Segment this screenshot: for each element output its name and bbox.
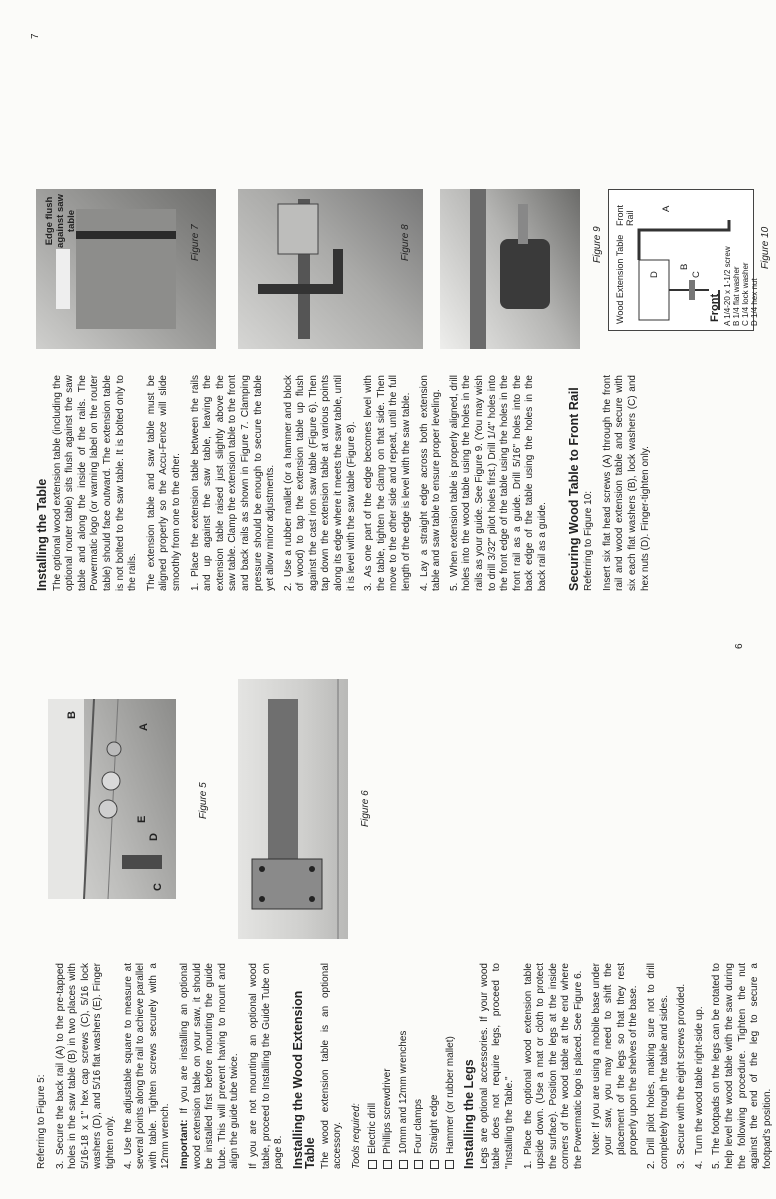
label-b: B xyxy=(66,711,78,719)
table-step: 1.Place the extension table between the rails and up against the saw table, leaving the extension table raised just slightly above the saw table. Clamp the extension table to the front and back rails as shown in Figure 7. Clamping pressure should be enough to secure the table yet allow minor adjustments. xyxy=(189,375,277,591)
figure-10-diagram xyxy=(608,189,759,331)
table-step: 3.As one part of the edge becomes level with the table, tighten the clamp on that side. Then move to the other side and repeat, until the full length of the edge is level with the saw table. xyxy=(363,375,413,591)
page-6 xyxy=(0,599,776,1199)
screw-shape xyxy=(122,855,162,869)
figure-8-drawing xyxy=(238,189,423,349)
table-step: 4.Lay a straight edge across both extension table and saw table to ensure proper leveling. xyxy=(418,375,443,591)
page-number: 6 xyxy=(734,643,745,649)
figure-7-caption: Figure 7 xyxy=(190,224,201,261)
figure-9-drawing xyxy=(440,189,580,349)
figure-10-letter-d: D xyxy=(649,271,660,278)
tools-label: Tools required: xyxy=(351,1103,363,1169)
secure-paragraph-2: Insert six flat head screws (A) through the front rail and wood extension table and secure with six each flat washers (B), lock washers (C) and hex nuts (D). Finger-tighten only. xyxy=(601,375,651,591)
figure-7-callout: Edge flush against saw table xyxy=(44,194,77,248)
heading-installing-table: Installing the Table xyxy=(35,478,49,591)
table-step: 5.When extension table is properly aligned, drill holes into the wood table using the holes in the rails as your guide. See Figure 9. (You may wish to drill 3/32" pilot holes first.) Drill 1/4" holes into the front edge of the table using the holes in the front rail as a guide. Drill 5/16" holes into the back edge of the table using the holes in the back rail as a guide. xyxy=(448,375,548,591)
tool-item: Four clamps xyxy=(413,963,426,1169)
legend-item: A 1/4-20 x 1-1/2 screw xyxy=(723,246,732,326)
label-a: A xyxy=(138,723,150,731)
checkbox-icon xyxy=(445,1160,454,1169)
page7-text-column xyxy=(36,375,658,591)
figure-9-caption: Figure 9 xyxy=(592,226,603,263)
label-e: E xyxy=(136,815,148,823)
figure-10-title: Wood Extension Table xyxy=(615,234,625,324)
table-step: 2.Use a rubber mallet (or a hammer and block of wood) to tap the extension table up flush against the cast iron saw table (Figure 6). Then tap down the extension table at various points along its edge where it meets the saw table, until it is level with the saw table (Figure 8). xyxy=(282,375,357,591)
legs-step: 2.Drill pilot holes, making sure not to drill completely through the table and sides. xyxy=(645,963,670,1169)
legend-item: C 1/4 lock washer xyxy=(741,262,750,326)
figure-6-photo xyxy=(238,679,348,939)
legs-step: 5.The footpads on the legs can be rotated to help level the wood table with the saw during the following procedure. Tighten the nut against the end of the leg to secure a footpad's position. xyxy=(711,963,773,1169)
tool-item: Phillips screwdriver xyxy=(382,963,395,1169)
intro: Referring to Figure 5: xyxy=(36,1074,47,1169)
checkbox-icon xyxy=(414,1160,423,1169)
step-4: 4.Use the adjustable square to measure at several points along the rail to achieve parallel with table. Tighten screws securely with a 12mm wrench. xyxy=(122,963,172,1169)
legend-item: D 1/4 hex nut xyxy=(750,278,759,326)
figure-9-photo xyxy=(440,189,580,349)
tool-item: Hammer (or rubber mallet) xyxy=(445,963,458,1169)
table-paragraph-2: The extension table and saw table must be aligned properly so the Accu-Fence will slide smoothly from one to the other. xyxy=(145,375,182,591)
page6-text-column xyxy=(36,963,776,1169)
legs-intro: Legs are optional accessories. If your wood table does not require legs, proceed to "Installing the Table." xyxy=(478,963,515,1169)
heading-securing: Securing Wood Table to Front Rail xyxy=(566,387,581,591)
step-3: 3.Secure the back rail (A) to the pre-tapped holes in the saw table (B) in two places with 5/16-18 x 1" hex cap screws (C), 5/16 lock washers (D), and 5/16 flat washers (E). Finger tighten only. xyxy=(54,963,116,1169)
tools-list xyxy=(367,963,458,1169)
checkbox-icon xyxy=(399,1160,408,1169)
figure-10-front-rail: Front Rail xyxy=(615,204,635,226)
heading-wood-table: Installing the Wood Extension Table xyxy=(290,990,318,1169)
figure-10-legend xyxy=(723,246,759,326)
label-c: C xyxy=(152,883,164,891)
figure-10-caption: Figure 10 xyxy=(760,226,771,269)
figure-8-caption: Figure 8 xyxy=(400,224,411,261)
legs-step: 4.Turn the wood table right-side up. xyxy=(693,1006,705,1169)
legend-item: B 1/4 flat washer xyxy=(732,266,741,326)
secure-paragraph-1: Referring to Figure 10: xyxy=(583,490,595,591)
checkbox-icon xyxy=(383,1160,392,1169)
tool-item: Electric drill xyxy=(367,963,380,1169)
figure-6-drawing xyxy=(238,679,348,939)
legs-step: 3.Secure with the eight screws provided. xyxy=(676,983,688,1169)
important-note: Important: If you are installing an optional wood extension table on your saw, it should be installed first before mounting the guide tube. This will prevent having to mount and align the guide tube twice. xyxy=(178,963,241,1169)
figure-8-photo xyxy=(238,189,423,349)
figure-7-photo xyxy=(36,189,216,349)
heading-legs: Installing the Legs xyxy=(462,1059,477,1169)
checkbox-icon xyxy=(430,1160,439,1169)
figure-6-caption: Figure 6 xyxy=(360,790,371,827)
figure-5-photo xyxy=(48,699,176,899)
page-number: 7 xyxy=(30,33,41,39)
rail-steps xyxy=(55,963,173,1169)
figure-10-letter-b: B xyxy=(679,263,690,270)
legs-note: Note: If you are using a mobile base under your saw, you may need to shift the placement of the legs so that they rest properly upon the shelves of the base. xyxy=(590,963,640,1155)
figure-10-front: Front xyxy=(709,293,721,322)
wood-intro: The wood extension table is an optional accessory. xyxy=(319,963,344,1169)
page-7 xyxy=(0,0,776,599)
table-paragraph-1: The optional wood extension table (including the optional router table) sits flush against the saw table and along the inside of the rails. The Powermatic logo (or warning label on the router table) should face outward. The extension table is not bolted to the saw table. It is bolted only to the rails. xyxy=(51,375,139,591)
table-steps xyxy=(190,375,550,591)
figure-10-letter-a: A xyxy=(661,205,672,212)
tool-item: 10mm and 12mm wrenches xyxy=(398,963,411,1169)
figure-5-caption: Figure 5 xyxy=(198,782,209,819)
not-mounting-note: If you are not mounting an optional wood table, proceed to Installing the Guide Tube on page 8. xyxy=(247,963,285,1169)
legs-steps xyxy=(523,963,775,1169)
legs-step: 1.Place the optional wood extension table upside down. (Use a mat or cloth to protect the surface). Position the legs at the inside corners of the wood table at the end where the Powermatic logo is placed. See Figure 6. xyxy=(522,963,584,1169)
label-d: D xyxy=(148,833,160,841)
tool-item: Straight edge xyxy=(429,963,442,1169)
figure-10-letter-c: C xyxy=(691,271,702,278)
checkbox-icon xyxy=(368,1160,377,1169)
figure-5-drawing xyxy=(48,699,176,899)
